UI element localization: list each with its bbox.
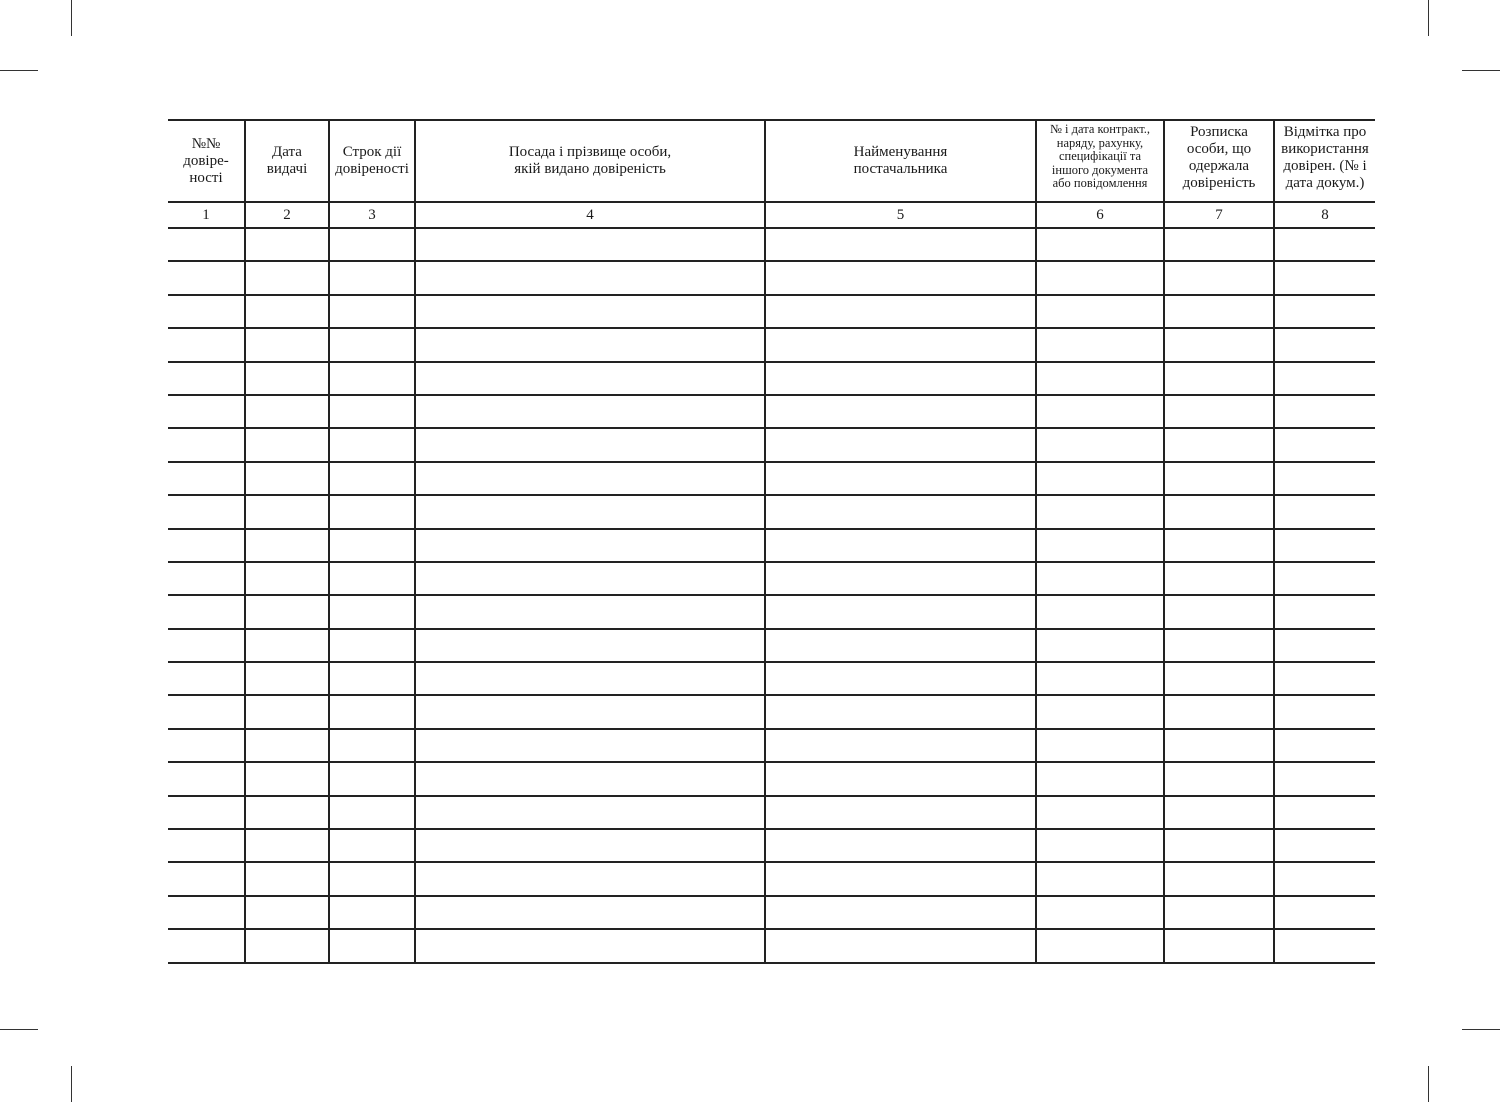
table-row <box>168 428 1375 461</box>
table-cell[interactable] <box>168 228 245 261</box>
table-cell[interactable] <box>329 228 415 261</box>
table-cell[interactable] <box>1274 295 1375 328</box>
table-row <box>168 362 1375 395</box>
table-cell[interactable] <box>1164 762 1274 795</box>
header-row <box>168 120 1375 202</box>
table-cell[interactable] <box>1036 295 1164 328</box>
table-cell[interactable] <box>329 328 415 361</box>
table-cell[interactable] <box>1274 328 1375 361</box>
table-cell[interactable] <box>329 362 415 395</box>
column-number: 4 <box>415 202 765 228</box>
table-cell[interactable] <box>1036 762 1164 795</box>
table-cell[interactable] <box>245 729 329 762</box>
table-cell[interactable] <box>1036 896 1164 929</box>
table-row <box>168 261 1375 294</box>
table-cell[interactable] <box>168 796 245 829</box>
crop-mark-top-left <box>71 0 72 36</box>
table-cell[interactable] <box>329 629 415 662</box>
table-cell[interactable] <box>1274 562 1375 595</box>
table-cell[interactable] <box>415 228 765 261</box>
table-row <box>168 695 1375 728</box>
table-cell[interactable] <box>1164 695 1274 728</box>
table-cell[interactable] <box>415 362 765 395</box>
table-cell[interactable] <box>245 495 329 528</box>
table-cell[interactable] <box>1164 629 1274 662</box>
crop-mark-bottom-right <box>1428 1066 1429 1102</box>
table-cell[interactable] <box>329 595 415 628</box>
table-row <box>168 328 1375 361</box>
table-cell[interactable] <box>765 328 1036 361</box>
table-cell[interactable] <box>245 595 329 628</box>
crop-mark-bottom-left <box>71 1066 72 1102</box>
table-cell[interactable] <box>329 695 415 728</box>
table-cell[interactable] <box>329 729 415 762</box>
table-row <box>168 529 1375 562</box>
table-cell[interactable] <box>1274 695 1375 728</box>
crop-mark-top-left-h <box>0 70 38 71</box>
table-cell[interactable] <box>1164 562 1274 595</box>
table-cell[interactable] <box>415 529 765 562</box>
table-cell[interactable] <box>1036 328 1164 361</box>
table-cell[interactable] <box>168 261 245 294</box>
table-cell[interactable] <box>1164 796 1274 829</box>
table-row <box>168 295 1375 328</box>
table-cell[interactable] <box>1274 595 1375 628</box>
table-cell[interactable] <box>1274 261 1375 294</box>
table-cell[interactable] <box>245 261 329 294</box>
table-cell[interactable] <box>329 462 415 495</box>
table-cell[interactable] <box>1164 529 1274 562</box>
table-cell[interactable] <box>329 829 415 862</box>
table-cell[interactable] <box>168 896 245 929</box>
table-cell[interactable] <box>1036 395 1164 428</box>
table-cell[interactable] <box>1036 261 1164 294</box>
table-cell[interactable] <box>168 328 245 361</box>
table-cell[interactable] <box>245 328 329 361</box>
table-cell[interactable] <box>1036 562 1164 595</box>
table-cell[interactable] <box>1164 228 1274 261</box>
table-cell[interactable] <box>765 896 1036 929</box>
table-cell[interactable] <box>1274 662 1375 695</box>
table-cell[interactable] <box>168 428 245 461</box>
table-row <box>168 495 1375 528</box>
table-cell[interactable] <box>415 629 765 662</box>
table-row <box>168 796 1375 829</box>
table-cell[interactable] <box>415 428 765 461</box>
table-cell[interactable] <box>765 295 1036 328</box>
table-cell[interactable] <box>329 495 415 528</box>
column-number: 3 <box>329 202 415 228</box>
table-cell[interactable] <box>1164 261 1274 294</box>
table-cell[interactable] <box>765 695 1036 728</box>
table-cell[interactable] <box>1274 829 1375 862</box>
table-cell[interactable] <box>1036 662 1164 695</box>
column-number: 5 <box>765 202 1036 228</box>
table-cell[interactable] <box>765 662 1036 695</box>
table-cell[interactable] <box>329 862 415 895</box>
table-row <box>168 562 1375 595</box>
table-cell[interactable] <box>168 862 245 895</box>
table-cell[interactable] <box>1274 762 1375 795</box>
table-cell[interactable] <box>1164 462 1274 495</box>
table-cell[interactable] <box>765 762 1036 795</box>
table-cell[interactable] <box>1036 629 1164 662</box>
table-cell[interactable] <box>329 428 415 461</box>
table-cell[interactable] <box>765 629 1036 662</box>
table-cell[interactable] <box>415 328 765 361</box>
table-cell[interactable] <box>168 729 245 762</box>
table-cell[interactable] <box>168 462 245 495</box>
table-cell[interactable] <box>1036 228 1164 261</box>
table-cell[interactable] <box>168 829 245 862</box>
table-cell[interactable] <box>1164 428 1274 461</box>
table-cell[interactable] <box>168 295 245 328</box>
table-cell[interactable] <box>415 395 765 428</box>
table-cell[interactable] <box>1164 295 1274 328</box>
table-cell[interactable] <box>415 595 765 628</box>
table-cell[interactable] <box>168 595 245 628</box>
table-cell[interactable] <box>245 629 329 662</box>
table-cell[interactable] <box>415 929 765 962</box>
header-usage-mark: Відмітка про використання довірен. (№ і дата докум.) <box>1274 120 1375 202</box>
table-cell[interactable] <box>1036 829 1164 862</box>
table-cell[interactable] <box>168 762 245 795</box>
table-cell[interactable] <box>1164 662 1274 695</box>
table-cell[interactable] <box>415 695 765 728</box>
table-cell[interactable] <box>415 762 765 795</box>
table-cell[interactable] <box>329 562 415 595</box>
table-cell[interactable] <box>245 562 329 595</box>
table-row <box>168 462 1375 495</box>
column-number: 2 <box>245 202 329 228</box>
table-cell[interactable] <box>1036 495 1164 528</box>
table-cell[interactable] <box>1274 228 1375 261</box>
table-cell[interactable] <box>245 395 329 428</box>
table-cell[interactable] <box>765 529 1036 562</box>
table-cell[interactable] <box>1274 462 1375 495</box>
header-position-and-name: Посада і прізвище особи, якій видано довіреність <box>415 120 765 202</box>
table-cell[interactable] <box>1036 362 1164 395</box>
table-cell[interactable] <box>329 662 415 695</box>
table-cell[interactable] <box>1164 829 1274 862</box>
table-row <box>168 762 1375 795</box>
table-cell[interactable] <box>765 862 1036 895</box>
table-cell[interactable] <box>329 295 415 328</box>
table-cell[interactable] <box>415 796 765 829</box>
table-cell[interactable] <box>1274 362 1375 395</box>
table-row <box>168 662 1375 695</box>
column-number: 6 <box>1036 202 1164 228</box>
table-cell[interactable] <box>1164 929 1274 962</box>
crop-mark-bottom-left-h <box>0 1029 38 1030</box>
table-cell[interactable] <box>168 695 245 728</box>
table-cell[interactable] <box>765 428 1036 461</box>
table-cell[interactable] <box>245 295 329 328</box>
table-row <box>168 929 1375 962</box>
table-cell[interactable] <box>1164 896 1274 929</box>
table-row <box>168 629 1375 662</box>
table-cell[interactable] <box>1036 428 1164 461</box>
table-cell[interactable] <box>245 462 329 495</box>
table-cell[interactable] <box>765 929 1036 962</box>
table-cell[interactable] <box>245 829 329 862</box>
table-cell[interactable] <box>1274 896 1375 929</box>
crop-mark-top-right <box>1428 0 1429 36</box>
table-cell[interactable] <box>765 395 1036 428</box>
table-cell[interactable] <box>415 862 765 895</box>
table-cell[interactable] <box>765 595 1036 628</box>
crop-mark-bottom-right-h <box>1462 1029 1500 1030</box>
table-cell[interactable] <box>245 662 329 695</box>
table-cell[interactable] <box>1164 495 1274 528</box>
table-cell[interactable] <box>168 395 245 428</box>
table-cell[interactable] <box>329 261 415 294</box>
table-cell[interactable] <box>329 395 415 428</box>
table-cell[interactable] <box>329 896 415 929</box>
power-of-attorney-register-table <box>168 119 1375 964</box>
table-cell[interactable] <box>765 729 1036 762</box>
table-row <box>168 829 1375 862</box>
table-row <box>168 395 1375 428</box>
table-cell[interactable] <box>245 796 329 829</box>
table-cell[interactable] <box>245 362 329 395</box>
table-cell[interactable] <box>1274 529 1375 562</box>
table-cell[interactable] <box>245 862 329 895</box>
table-cell[interactable] <box>1274 862 1375 895</box>
column-number: 8 <box>1274 202 1375 228</box>
table-cell[interactable] <box>168 662 245 695</box>
column-number: 1 <box>168 202 245 228</box>
table-cell[interactable] <box>245 929 329 962</box>
table-cell[interactable] <box>1164 595 1274 628</box>
table-row <box>168 729 1375 762</box>
table-cell[interactable] <box>1274 495 1375 528</box>
table-cell[interactable] <box>168 529 245 562</box>
table-cell[interactable] <box>765 829 1036 862</box>
table-cell[interactable] <box>1164 862 1274 895</box>
header-receipt-signature: Розписка особи, що одержала довіреність <box>1164 120 1274 202</box>
table-row <box>168 595 1375 628</box>
table-cell[interactable] <box>245 762 329 795</box>
table-cell[interactable] <box>1274 395 1375 428</box>
table-cell[interactable] <box>1036 529 1164 562</box>
table-row <box>168 862 1375 895</box>
table-cell[interactable] <box>168 562 245 595</box>
table-cell[interactable] <box>415 495 765 528</box>
table-cell[interactable] <box>1036 862 1164 895</box>
table-cell[interactable] <box>415 829 765 862</box>
table-cell[interactable] <box>415 896 765 929</box>
table-cell[interactable] <box>245 228 329 261</box>
table-cell[interactable] <box>329 762 415 795</box>
table-cell[interactable] <box>1274 428 1375 461</box>
table-cell[interactable] <box>765 462 1036 495</box>
table-cell[interactable] <box>168 495 245 528</box>
table-cell[interactable] <box>415 462 765 495</box>
table-cell[interactable] <box>1164 395 1274 428</box>
table-cell[interactable] <box>1274 796 1375 829</box>
table-cell[interactable] <box>765 562 1036 595</box>
table-cell[interactable] <box>245 428 329 461</box>
table-cell[interactable] <box>168 929 245 962</box>
table-cell[interactable] <box>415 662 765 695</box>
header-attorney-number: №№ довіре- ності <box>168 120 245 202</box>
table-cell[interactable] <box>415 295 765 328</box>
table-row <box>168 228 1375 261</box>
table-cell[interactable] <box>415 729 765 762</box>
column-number-row <box>168 202 1375 228</box>
table-cell[interactable] <box>329 796 415 829</box>
table-cell[interactable] <box>765 796 1036 829</box>
table-body <box>168 228 1375 963</box>
table-cell[interactable] <box>1164 362 1274 395</box>
table-cell[interactable] <box>765 362 1036 395</box>
table-cell[interactable] <box>1036 729 1164 762</box>
table-cell[interactable] <box>329 929 415 962</box>
header-validity-period: Строк дії довіреності <box>329 120 415 202</box>
table-row <box>168 896 1375 929</box>
header-issue-date: Дата видачі <box>245 120 329 202</box>
crop-mark-top-right-h <box>1462 70 1500 71</box>
column-number: 7 <box>1164 202 1274 228</box>
table-cell[interactable] <box>1274 629 1375 662</box>
table-cell[interactable] <box>415 562 765 595</box>
table-cell[interactable] <box>168 362 245 395</box>
table-cell[interactable] <box>1036 796 1164 829</box>
table-cell[interactable] <box>245 896 329 929</box>
table-cell[interactable] <box>329 529 415 562</box>
table-cell[interactable] <box>1164 729 1274 762</box>
table-cell[interactable] <box>1036 462 1164 495</box>
table-cell[interactable] <box>765 228 1036 261</box>
table-cell[interactable] <box>245 695 329 728</box>
table-cell[interactable] <box>1274 729 1375 762</box>
table-cell[interactable] <box>765 495 1036 528</box>
table-cell[interactable] <box>1036 695 1164 728</box>
table-cell[interactable] <box>415 261 765 294</box>
table-cell[interactable] <box>168 629 245 662</box>
header-document-number-date: № і дата контракт., наряду, рахунку, специфікації та іншого документа або повідомлення <box>1036 120 1164 202</box>
table-cell[interactable] <box>1274 929 1375 962</box>
header-supplier-name: Найменування постачальника <box>765 120 1036 202</box>
table-cell[interactable] <box>765 261 1036 294</box>
table-cell[interactable] <box>1164 328 1274 361</box>
table-cell[interactable] <box>1036 929 1164 962</box>
table-cell[interactable] <box>1036 595 1164 628</box>
table-cell[interactable] <box>245 529 329 562</box>
